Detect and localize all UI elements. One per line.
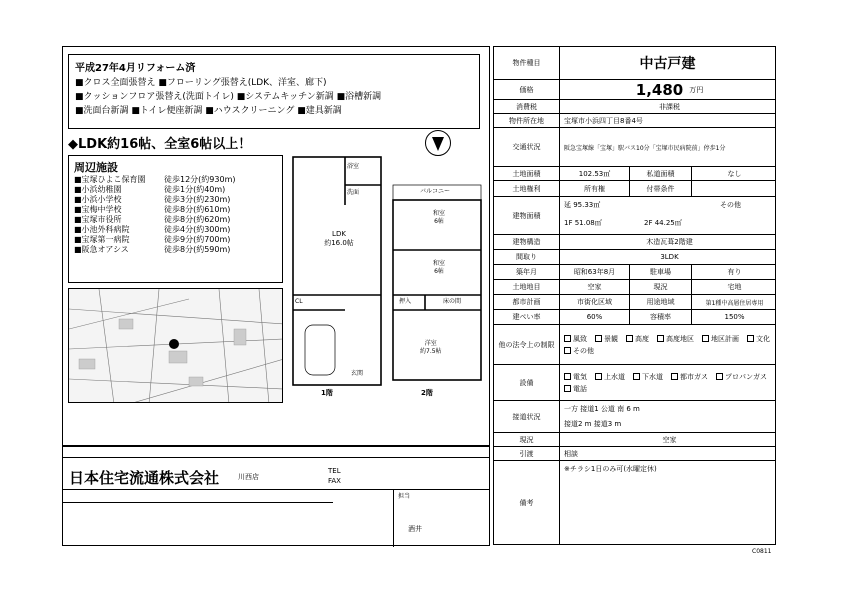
facility-name: ■小浜小学校 [74, 195, 122, 204]
limits-list [560, 325, 775, 364]
checkbox-icon [564, 347, 571, 354]
row-building: 建物面積 延 95.33㎡ 1F 51.08㎡ 2F 44.25㎡ その他 [494, 197, 775, 235]
row-equip: 設備 電気 上水道 下水道 都市ガス プロパンガス 電話 [494, 365, 775, 401]
checkbox-label: その他 [573, 346, 594, 355]
row-layout: 間取り 3LDK [494, 250, 775, 265]
traffic-value: 阪急宝塚線「宝塚」駅バス10分「宝塚市民病院前」停歩1分 [564, 144, 726, 152]
checkbox-item [595, 334, 618, 344]
headline: ◆LDK約16帖、全室6帖以上！ [68, 137, 252, 152]
row-type: 物件種目 中古戸建 [494, 47, 775, 80]
row-limits: 他の法令上の制限 風致 景観 高度 高度地区 地区計画 文化 その他 [494, 325, 775, 365]
checkbox-label: 地区計画 [711, 334, 739, 343]
checkbox-icon [702, 335, 709, 342]
property-type: 中古戸建 [639, 56, 696, 72]
nearby-title: 周辺施設 [74, 161, 118, 174]
contact-name: 酒井 [408, 525, 422, 533]
facility-distance: 徒歩8分(約610m) [164, 205, 231, 214]
room-japanese-2: 和室 6帖 [433, 260, 446, 275]
facility-distance: 徒歩4分(約300m) [164, 225, 231, 234]
checkbox-icon [564, 335, 571, 342]
checkbox-icon [657, 335, 664, 342]
row-landcat: 土地地目 空家 現況 宅地 [494, 280, 775, 295]
row-traffic: 交通状況 阪急宝塚線「宝塚」駅バス10分「宝塚市民病院前」停歩1分 [494, 128, 775, 167]
checkbox-item [747, 334, 770, 344]
room-wash: 洗面 [347, 189, 360, 196]
tel-label: TEL [328, 467, 341, 475]
room-toko: 床の間 [443, 298, 462, 305]
checkbox-item [633, 372, 663, 382]
facility-name: ■宝塚ひよこ保育園 [74, 175, 146, 184]
checkbox-label: 電話 [573, 384, 587, 393]
checkbox-item [702, 334, 739, 344]
facility-item [74, 235, 277, 245]
checkbox-icon [633, 373, 640, 380]
row-city: 都市計画 市街化区域 用途地域 第1種中高層住居専用 [494, 295, 775, 310]
area-map [68, 288, 283, 403]
nearby-facilities [68, 155, 283, 283]
row-handover: 引渡 相談 [494, 447, 775, 461]
reform-line-3: ■洗面台新調 ■トイレ便座新調 ■ハウスクリーニング ■建具新調 [75, 106, 342, 116]
price-value: 1,480 [635, 80, 684, 99]
checkbox-item [564, 334, 587, 344]
company-branch: 川西店 [238, 473, 259, 481]
row-current: 現況 空家 [494, 433, 775, 447]
checkbox-label: プロパンガス [725, 372, 767, 381]
room-bath: 浴室 [347, 163, 360, 170]
facility-name: ■宝梅中学校 [74, 205, 122, 214]
address-value: 宝塚市小浜四丁目8番4号 [564, 116, 643, 125]
room-japanese-1: 和室 6帖 [433, 210, 446, 225]
checkbox-icon [595, 373, 602, 380]
checkbox-item [564, 346, 594, 356]
reform-box [68, 54, 480, 129]
facility-name: ■阪急オアシス [74, 245, 129, 254]
reform-title: 平成27年4月リフォーム済 [75, 63, 196, 74]
facility-name: ■宝塚市役所 [74, 215, 122, 224]
floor-plan [285, 155, 485, 400]
checkbox-label: 上水道 [604, 372, 625, 381]
floor-2-label: 2階 [421, 389, 433, 397]
property-code: C0811 [752, 548, 772, 555]
fax-label: FAX [328, 477, 341, 485]
price-unit: 万円 [689, 85, 704, 94]
facility-name: ■小浜幼稚園 [74, 185, 122, 194]
row-notes: 備考 ※チラシ1日のみ可(水曜定休) [494, 461, 775, 545]
row-bcr: 建ぺい率 60% 容積率 150% [494, 310, 775, 325]
contact-label: 担当 [398, 493, 411, 500]
checkbox-icon [626, 335, 633, 342]
facility-distance: 徒歩12分(約930m) [164, 175, 236, 184]
checkbox-label: 高度 [635, 334, 649, 343]
row-tax: 消費税 非課税 [494, 100, 775, 114]
checkbox-label: 風致 [573, 334, 587, 343]
company-name: 日本住宅流通株式会社 [69, 469, 220, 487]
room-genkan: 玄関 [351, 370, 364, 377]
room-balcony: バルコニー [420, 188, 451, 195]
checkbox-label: 電気 [573, 372, 587, 381]
checkbox-icon [595, 335, 602, 342]
company-box [62, 446, 490, 546]
facility-name: ■小池外科病院 [74, 225, 130, 234]
row-price: 価格 1,480 万円 [494, 80, 775, 100]
checkbox-item [626, 334, 649, 344]
row-built: 築年月 昭和63年8月 駐車場 有り [494, 265, 775, 280]
checkbox-item [671, 372, 708, 382]
checkbox-label: 文化 [756, 334, 770, 343]
spec-table [493, 46, 776, 545]
facility-distance: 徒歩3分(約230m) [164, 195, 231, 204]
row-road: 接道状況 一方 接道1 公道 南 6 m 接道2 m 接道3 m [494, 401, 775, 433]
checkbox-icon [564, 385, 571, 392]
checkbox-icon [747, 335, 754, 342]
facility-item [74, 195, 277, 205]
checkbox-label: 高度地区 [666, 334, 694, 343]
checkbox-label: 都市ガス [680, 372, 708, 381]
location-marker-icon [169, 339, 179, 349]
checkbox-icon [564, 373, 571, 380]
compass-icon [425, 130, 451, 156]
room-cl: CL [295, 298, 303, 305]
facility-distance: 徒歩1分(約40m) [164, 185, 226, 194]
facility-distance: 徒歩8分(約590m) [164, 245, 231, 254]
reform-line-2: ■クッションフロア張替え(洗面トイレ) ■システムキッチン新調 ■浴槽新調 [75, 92, 382, 102]
checkbox-item [657, 334, 694, 344]
facility-name: ■宝塚第一病院 [74, 235, 130, 244]
checkbox-label: 下水道 [642, 372, 663, 381]
facility-item [74, 205, 277, 215]
row-address: 物件所在地 宝塚市小浜四丁目8番4号 [494, 114, 775, 128]
row-land: 土地面積 102.53㎡ 私道面積 なし [494, 167, 775, 181]
row-structure: 建物構造 木造瓦葺2階建 [494, 235, 775, 250]
notes-value: ※チラシ1日のみ可(水曜定休) [564, 465, 657, 473]
equip-list [560, 365, 775, 400]
checkbox-item [564, 384, 587, 394]
checkbox-icon [671, 373, 678, 380]
facility-item [74, 215, 277, 225]
reform-line-1: ■クロス全面張替え ■フローリング張替え(LDK、洋室、廊下) [75, 78, 327, 88]
checkbox-item [564, 372, 587, 382]
room-ldk: LDK 約16.0帖 [324, 230, 354, 247]
facility-distance: 徒歩9分(約700m) [164, 235, 231, 244]
room-oshiire: 押入 [399, 298, 412, 305]
facility-item [74, 175, 277, 185]
room-western: 洋室 約7.5帖 [420, 340, 442, 355]
checkbox-icon [716, 373, 723, 380]
facility-list [74, 175, 277, 255]
floor-1-label: 1階 [321, 389, 333, 397]
facility-item [74, 185, 277, 195]
facility-item [74, 225, 277, 235]
row-rights: 土地権利 所有権 付帯条件 [494, 181, 775, 197]
checkbox-item [595, 372, 625, 382]
checkbox-item [716, 372, 767, 382]
facility-distance: 徒歩8分(約620m) [164, 215, 231, 224]
checkbox-label: 景観 [604, 334, 618, 343]
facility-item [74, 245, 277, 255]
